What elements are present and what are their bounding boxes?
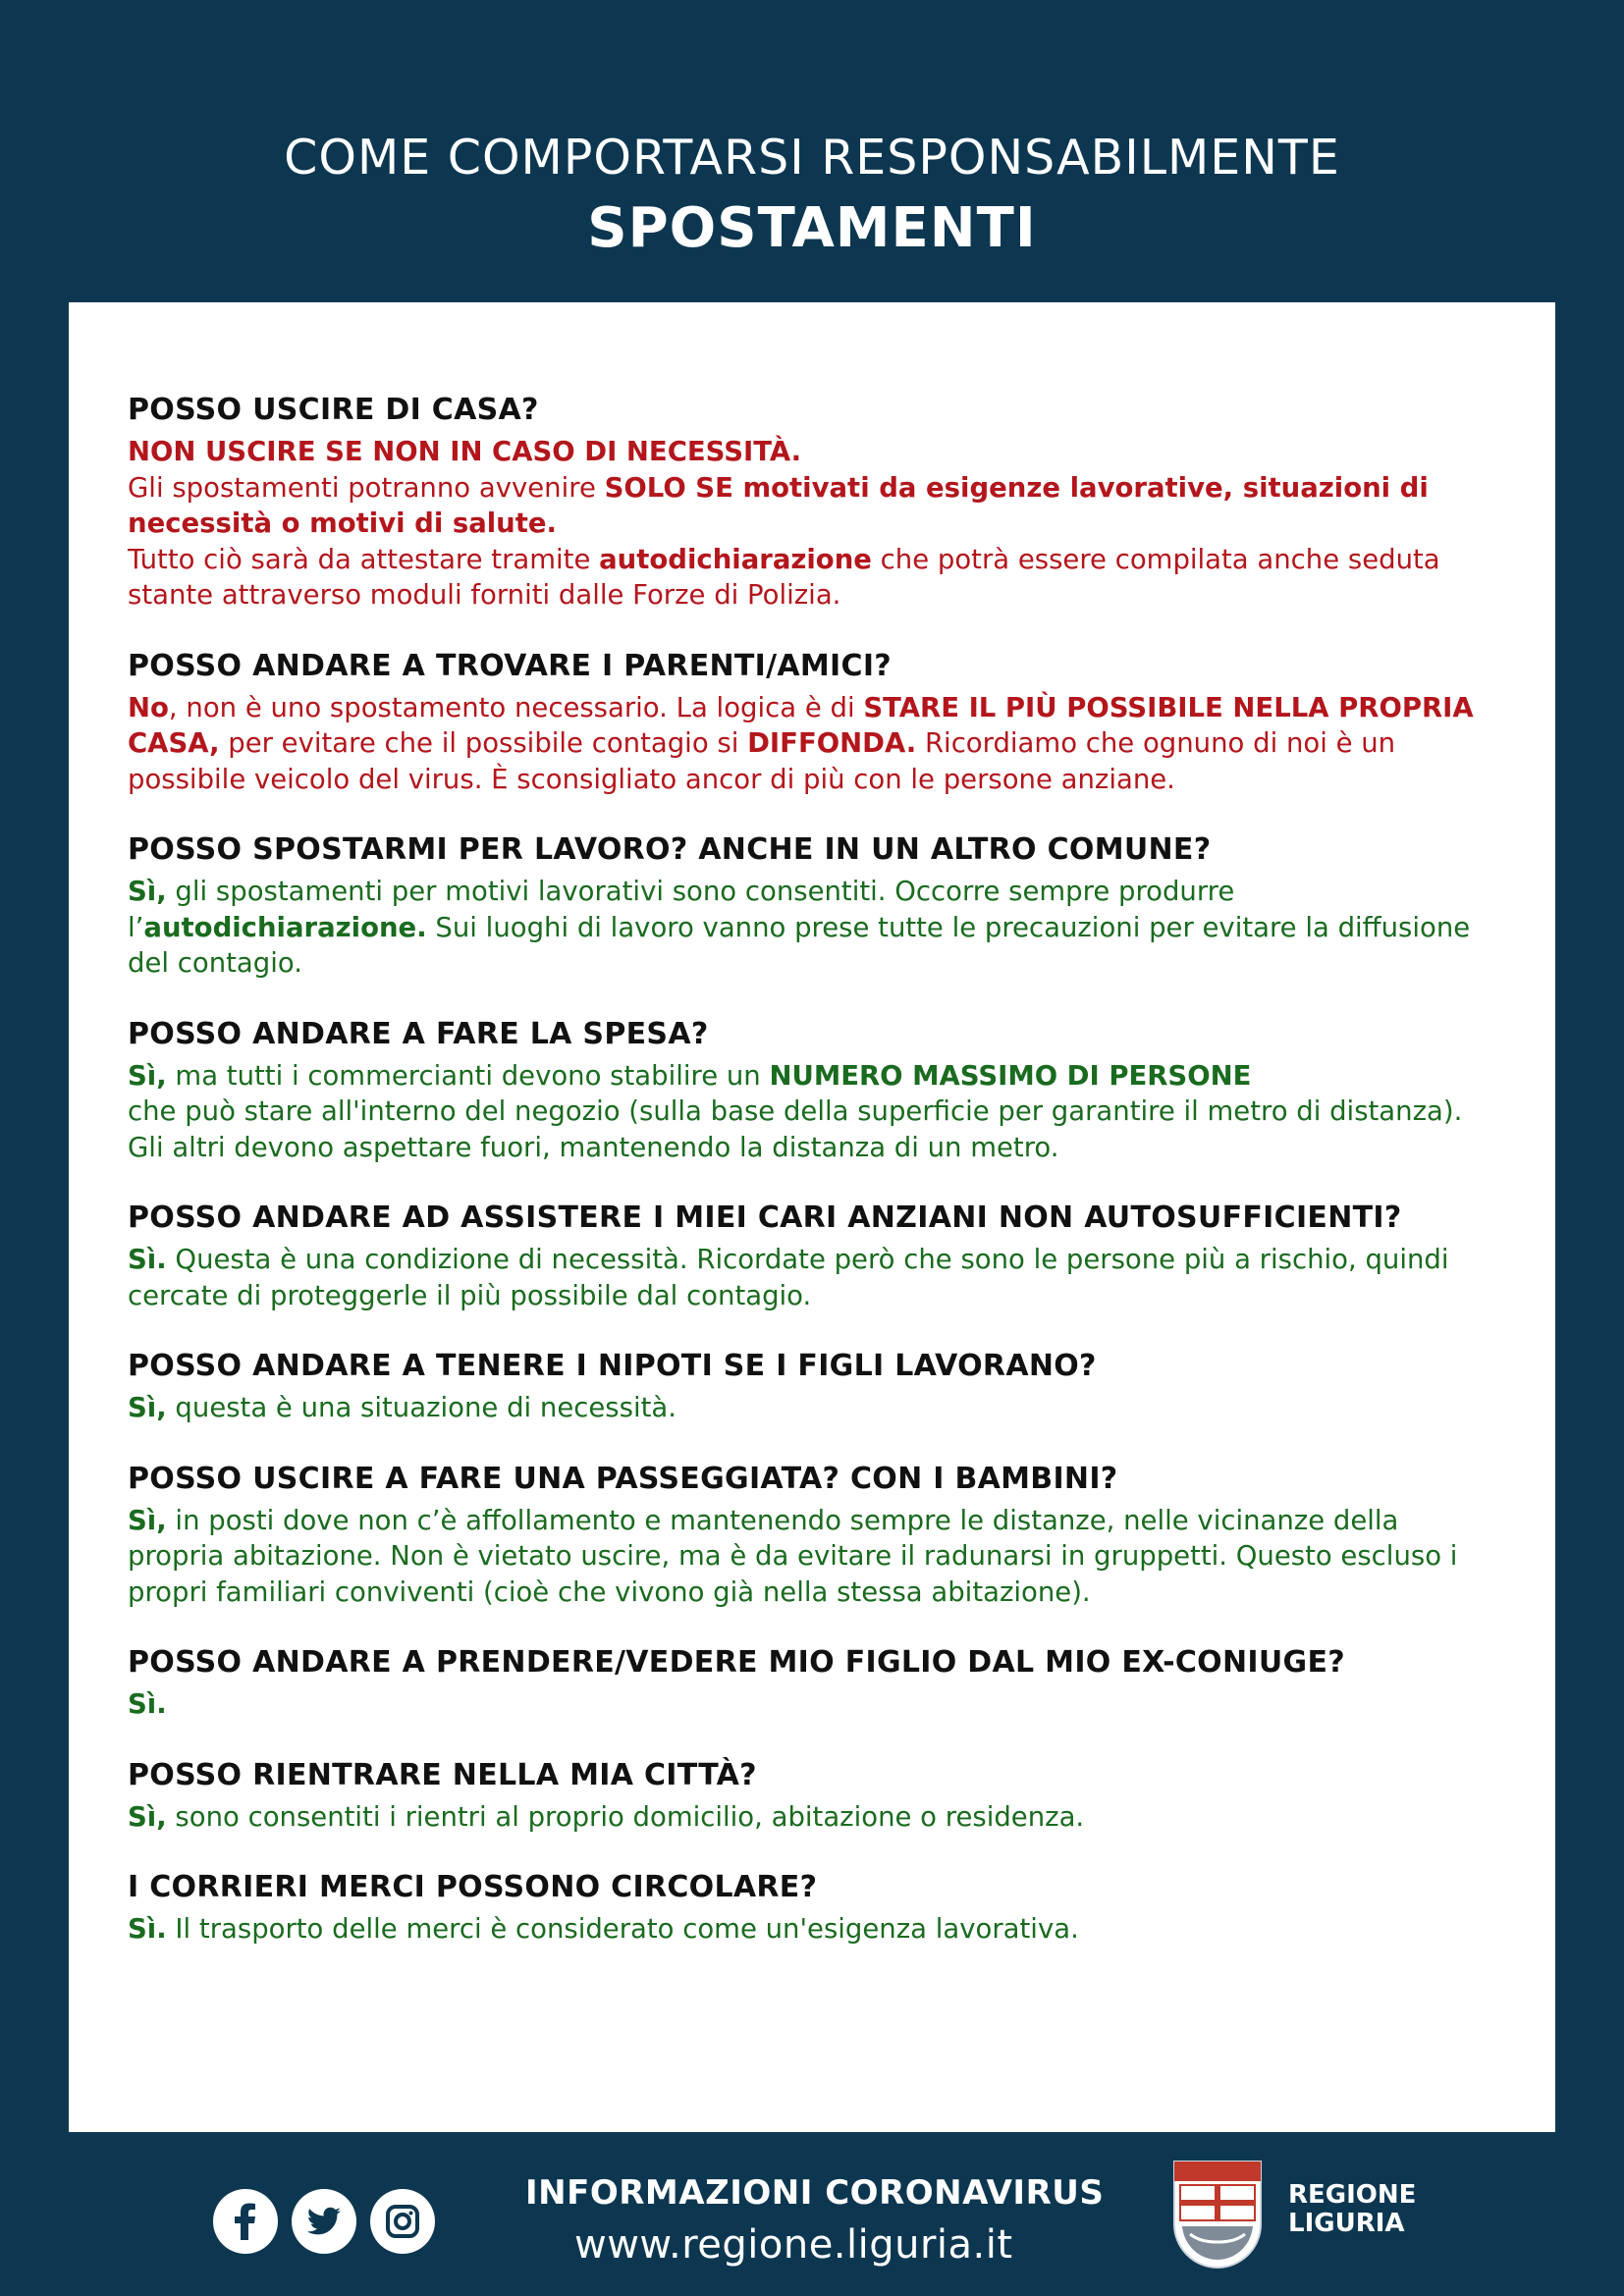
- faq-item-spesa: [128, 1015, 1496, 1166]
- faq-item-ex-coniuge: [128, 1643, 1496, 1723]
- header: [0, 0, 1624, 302]
- faq-item-passeggiata: [128, 1460, 1496, 1611]
- faq-answer-emphasis: SOLO SE motivati da esigenze lavorative, situazioni di necessità o motivi di salute.: [128, 471, 1429, 539]
- region-logo-text: [1288, 2181, 1416, 2238]
- faq-panel: [69, 302, 1555, 2132]
- faq-answer-text: Il trasporto delle merci è considerato come un'esigenza lavorativa.: [166, 1913, 1079, 1945]
- faq-answer-emphasis: DIFFONDA.: [747, 727, 917, 759]
- faq-answer-emphasis: Sì,: [128, 1059, 167, 1092]
- info-url-link[interactable]: www.regione.liguria.it: [574, 2222, 1013, 2268]
- faq-answer-text: Ricordiamo che ognuno di noi è un possibile veicolo del virus. È sconsigliato ancor di più con le persone anziane.: [128, 727, 1396, 795]
- faq-answer-text: per evitare che il possibile contagio si: [219, 727, 748, 759]
- faq-answer-emphasis: NUMERO MASSIMO DI PERSONE: [769, 1059, 1252, 1092]
- faq-answer-text: sono consentiti i rientri al proprio domicilio, abitazione o residenza.: [166, 1800, 1085, 1833]
- faq-answer-emphasis: autodichiarazione.: [143, 911, 427, 943]
- faq-answer: [128, 1686, 1496, 1723]
- faq-answer: [128, 1503, 1496, 1611]
- faq-item-parenti-amici: [128, 647, 1496, 798]
- faq-answer: [128, 1799, 1496, 1836]
- faq-answer-emphasis: Sì,: [128, 1392, 167, 1423]
- region-line-2: LIGURIA: [1288, 2209, 1405, 2238]
- faq-answer: [128, 874, 1496, 982]
- region-line-1: REGIONE: [1288, 2180, 1417, 2210]
- liguria-crest-icon: [1170, 2158, 1265, 2273]
- faq-item-rientro: [128, 1756, 1496, 1836]
- facebook-icon[interactable]: [213, 2189, 278, 2254]
- instagram-icon[interactable]: [370, 2189, 435, 2254]
- faq-item-lavoro: [128, 830, 1496, 982]
- faq-answer-text: gli spostamenti per motivi lavorativi sono consentiti. Occorre sempre produrre l’: [128, 876, 1235, 943]
- header-subtitle: COME COMPORTARSI RESPONSABILMENTE: [284, 130, 1340, 186]
- faq-answer: [128, 434, 1496, 614]
- faq-question: POSSO USCIRE DI CASA?: [128, 393, 539, 427]
- faq-answer-emphasis: Sì,: [128, 1800, 167, 1833]
- faq-answer-emphasis: Sì,: [128, 876, 167, 907]
- footer: [0, 2132, 1624, 2296]
- faq-answer-text: , non è uno spostamento necessario. La logica è di: [168, 691, 864, 723]
- faq-answer-lead: NON USCIRE SE NON IN CASO DI NECESSITÀ.: [128, 436, 802, 467]
- faq-answer: [128, 690, 1496, 798]
- faq-answer: [128, 1242, 1496, 1313]
- faq-question: POSSO RIENTRARE NELLA MIA CITTÀ?: [128, 1757, 757, 1792]
- faq-answer: [128, 1911, 1496, 1948]
- faq-question: POSSO ANDARE A TENERE I NIPOTI SE I FIGLI LAVORANO?: [128, 1349, 1097, 1383]
- faq-answer: [128, 1058, 1496, 1166]
- faq-answer-emphasis: No: [128, 691, 169, 723]
- faq-answer-text: in posti dove non c’è affollamento e mantenendo sempre le distanze, nelle vicinanze della propria abitazione. Non è vietato uscire, ma è da evitare il radunarsi in gruppetti. Questo escluso i propri familiari conviventi (cioè che vivono già nella stessa abitazione).: [128, 1504, 1458, 1608]
- faq-question: POSSO SPOSTARMI PER LAVORO? ANCHE IN UN ALTRO COMUNE?: [128, 832, 1212, 867]
- page-title: SPOSTAMENTI: [587, 196, 1037, 260]
- faq-answer-text: Tutto ciò sarà da attestare tramite: [128, 543, 600, 575]
- faq-question: POSSO ANDARE A PRENDERE/VEDERE MIO FIGLIO DAL MIO EX-CONIUGE?: [128, 1645, 1345, 1680]
- twitter-icon[interactable]: [292, 2189, 356, 2254]
- faq-answer-emphasis: Sì,: [128, 1504, 167, 1536]
- faq-answer-emphasis: autodichiarazione: [599, 543, 872, 575]
- faq-answer-text: Questa è una condizione di necessità. Ricordate però che sono le persone più a rischio, quindi cercate di proteggerle il più possibile dal contagio.: [128, 1244, 1449, 1311]
- faq-answer-text: che potrà essere compilata anche seduta stante attraverso moduli forniti dalle Forze di Polizia.: [128, 543, 1440, 611]
- faq-answer-text: che può stare all'interno del negozio (sulla base della superficie per garantire il metro di distanza). Gli altri devono aspettare fuori, mantenendo la distanza di un metro.: [128, 1095, 1463, 1163]
- faq-question: POSSO ANDARE AD ASSISTERE I MIEI CARI ANZIANI NON AUTOSUFFICIENTI?: [128, 1201, 1402, 1235]
- info-title: INFORMAZIONI CORONAVIRUS: [525, 2173, 1105, 2213]
- faq-answer: [128, 1390, 1496, 1426]
- faq-answer-text: ma tutti i commercianti devono stabilire un: [166, 1059, 770, 1092]
- faq-question: POSSO ANDARE A FARE LA SPESA?: [128, 1016, 709, 1051]
- faq-question: POSSO USCIRE A FARE UNA PASSEGGIATA? CON I BAMBINI?: [128, 1461, 1118, 1496]
- faq-item-anziani: [128, 1199, 1496, 1313]
- faq-item-nipoti: [128, 1347, 1496, 1426]
- faq-answer-emphasis: Sì.: [128, 1913, 167, 1945]
- faq-answer-emphasis: STARE IL PIÙ POSSIBILE NELLA PROPRIA CASA,: [128, 691, 1474, 759]
- faq-answer-emphasis: Sì.: [128, 1244, 167, 1275]
- faq-answer-text: Gli spostamenti potranno avvenire: [128, 471, 605, 504]
- faq-answer-text: questa è una situazione di necessità.: [166, 1392, 677, 1423]
- faq-question: POSSO ANDARE A TROVARE I PARENTI/AMICI?: [128, 648, 893, 683]
- faq-answer-emphasis: Sì.: [128, 1688, 167, 1720]
- faq-item-uscire-casa: [128, 391, 1496, 614]
- faq-item-corrieri: [128, 1868, 1496, 1948]
- faq-answer-text: Sui luoghi di lavoro vanno prese tutte le precauzioni per evitare la diffusione del contagio.: [128, 911, 1471, 979]
- faq-question: I CORRIERI MERCI POSSONO CIRCOLARE?: [128, 1870, 818, 1904]
